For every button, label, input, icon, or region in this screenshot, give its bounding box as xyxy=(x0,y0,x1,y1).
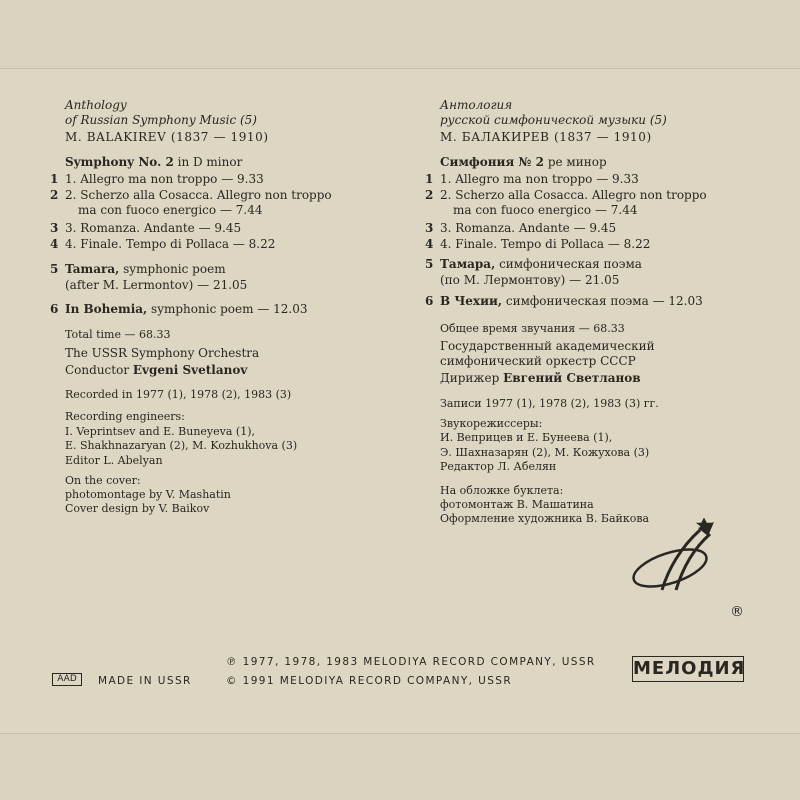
cover-credit: Cover design by V. Baikov xyxy=(65,502,210,515)
track-number: 2 xyxy=(425,188,434,202)
series-subtitle: of Russian Symphony Music (5) xyxy=(65,113,257,127)
symphony-heading: Симфония № 2 ре минор xyxy=(440,155,607,169)
track-title: 4. Finale. Tempo di Pollaca — 8.22 xyxy=(440,237,651,251)
made-in: MADE IN USSR xyxy=(98,675,192,687)
cover-heading: На обложке буклета: xyxy=(440,484,564,497)
orchestra: The USSR Symphony Orchestra xyxy=(65,346,260,360)
total-time: Total time — 68.33 xyxy=(65,328,171,341)
track-5-title: Tamara, symphonic poem xyxy=(65,262,226,276)
melodiya-logo-icon xyxy=(618,518,748,598)
recording-dates: Записи 1977 (1), 1978 (2), 1983 (3) гг. xyxy=(440,397,659,410)
track-number: 4 xyxy=(50,237,59,251)
orchestra: симфонический оркестр СССР xyxy=(440,354,636,368)
series-title: Антология xyxy=(440,98,513,112)
track-title-cont: ma con fuoco energico — 7.44 xyxy=(453,203,638,217)
engineers-line: E. Shakhnazaryan (2), M. Kozhukhova (3) xyxy=(65,439,298,452)
track-title: 2. Scherzo alla Cosacca. Allegro non troppo xyxy=(65,188,332,202)
copyright: © 1991 MELODIYA RECORD COMPANY, USSR xyxy=(226,675,513,687)
cover-credit: фотомонтаж В. Машатина xyxy=(440,498,594,511)
composer: М. БАЛАКИРЕВ (1837 — 1910) xyxy=(440,130,652,144)
aad-code-badge: AAD xyxy=(52,673,82,686)
composer: M. BALAKIREV (1837 — 1910) xyxy=(65,130,269,144)
track-number: 1 xyxy=(50,172,59,186)
series-subtitle: русской симфонической музыки (5) xyxy=(440,113,667,127)
track-number: 3 xyxy=(50,221,59,235)
editor: Редактор Л. Абелян xyxy=(440,460,557,473)
track-title: 3. Romanza. Andante — 9.45 xyxy=(440,221,617,235)
track-title: 2. Scherzo alla Cosacca. Allegro non troppo xyxy=(440,188,707,202)
track-number: 5 xyxy=(50,262,59,276)
engineers-heading: Recording engineers: xyxy=(65,410,185,423)
track-title: 3. Romanza. Andante — 9.45 xyxy=(65,221,242,235)
engineers-line: I. Veprintsev and E. Buneyeva (1), xyxy=(65,425,256,438)
engineers-heading: Звукорежиссеры: xyxy=(440,417,543,430)
track-5-subtitle: (по М. Лермонтову) — 21.05 xyxy=(440,273,620,287)
melodiya-wordmark: МЕЛОДИЯ xyxy=(632,656,744,682)
track-6-title: In Bohemia, symphonic poem — 12.03 xyxy=(65,302,308,316)
track-number: 6 xyxy=(50,302,59,316)
track-6-title: В Чехии, симфоническая поэма — 12.03 xyxy=(440,294,703,308)
engineers-line: И. Веприцев и Е. Бунеева (1), xyxy=(440,431,613,444)
conductor: Дирижер Евгений Светланов xyxy=(440,371,641,385)
editor: Editor L. Abelyan xyxy=(65,454,163,467)
conductor: Conductor Evgeni Svetlanov xyxy=(65,363,248,377)
track-number: 6 xyxy=(425,294,434,308)
track-number: 1 xyxy=(425,172,434,186)
track-title: 1. Allegro ma non troppo — 9.33 xyxy=(65,172,264,186)
engineers-line: Э. Шахназарян (2), М. Кожухова (3) xyxy=(440,446,650,459)
track-number: 4 xyxy=(425,237,434,251)
phonogram-copyright: ℗ 1977, 1978, 1983 MELODIYA RECORD COMPANY, USSR xyxy=(226,656,596,668)
track-number: 2 xyxy=(50,188,59,202)
series-title: Anthology xyxy=(65,98,127,112)
total-time: Общее время звучания — 68.33 xyxy=(440,322,625,335)
registered-mark: ® xyxy=(730,604,744,620)
track-5-subtitle: (after M. Lermontov) — 21.05 xyxy=(65,278,248,292)
track-5-title: Тамара, симфоническая поэма xyxy=(440,257,642,271)
track-title-cont: ma con fuoco energico — 7.44 xyxy=(78,203,263,217)
booklet-back-cover xyxy=(0,68,800,734)
cover-credit: photomontage by V. Mashatin xyxy=(65,488,231,501)
cover-credit: Оформление художника В. Байкова xyxy=(440,512,650,525)
cover-heading: On the cover: xyxy=(65,474,141,487)
track-number: 3 xyxy=(425,221,434,235)
recording-dates: Recorded in 1977 (1), 1978 (2), 1983 (3) xyxy=(65,388,292,401)
track-title: 4. Finale. Tempo di Pollaca — 8.22 xyxy=(65,237,276,251)
orchestra: Государственный академический xyxy=(440,339,655,353)
track-title: 1. Allegro ma non troppo — 9.33 xyxy=(440,172,639,186)
track-number: 5 xyxy=(425,257,434,271)
symphony-heading: Symphony No. 2 in D minor xyxy=(65,155,243,169)
